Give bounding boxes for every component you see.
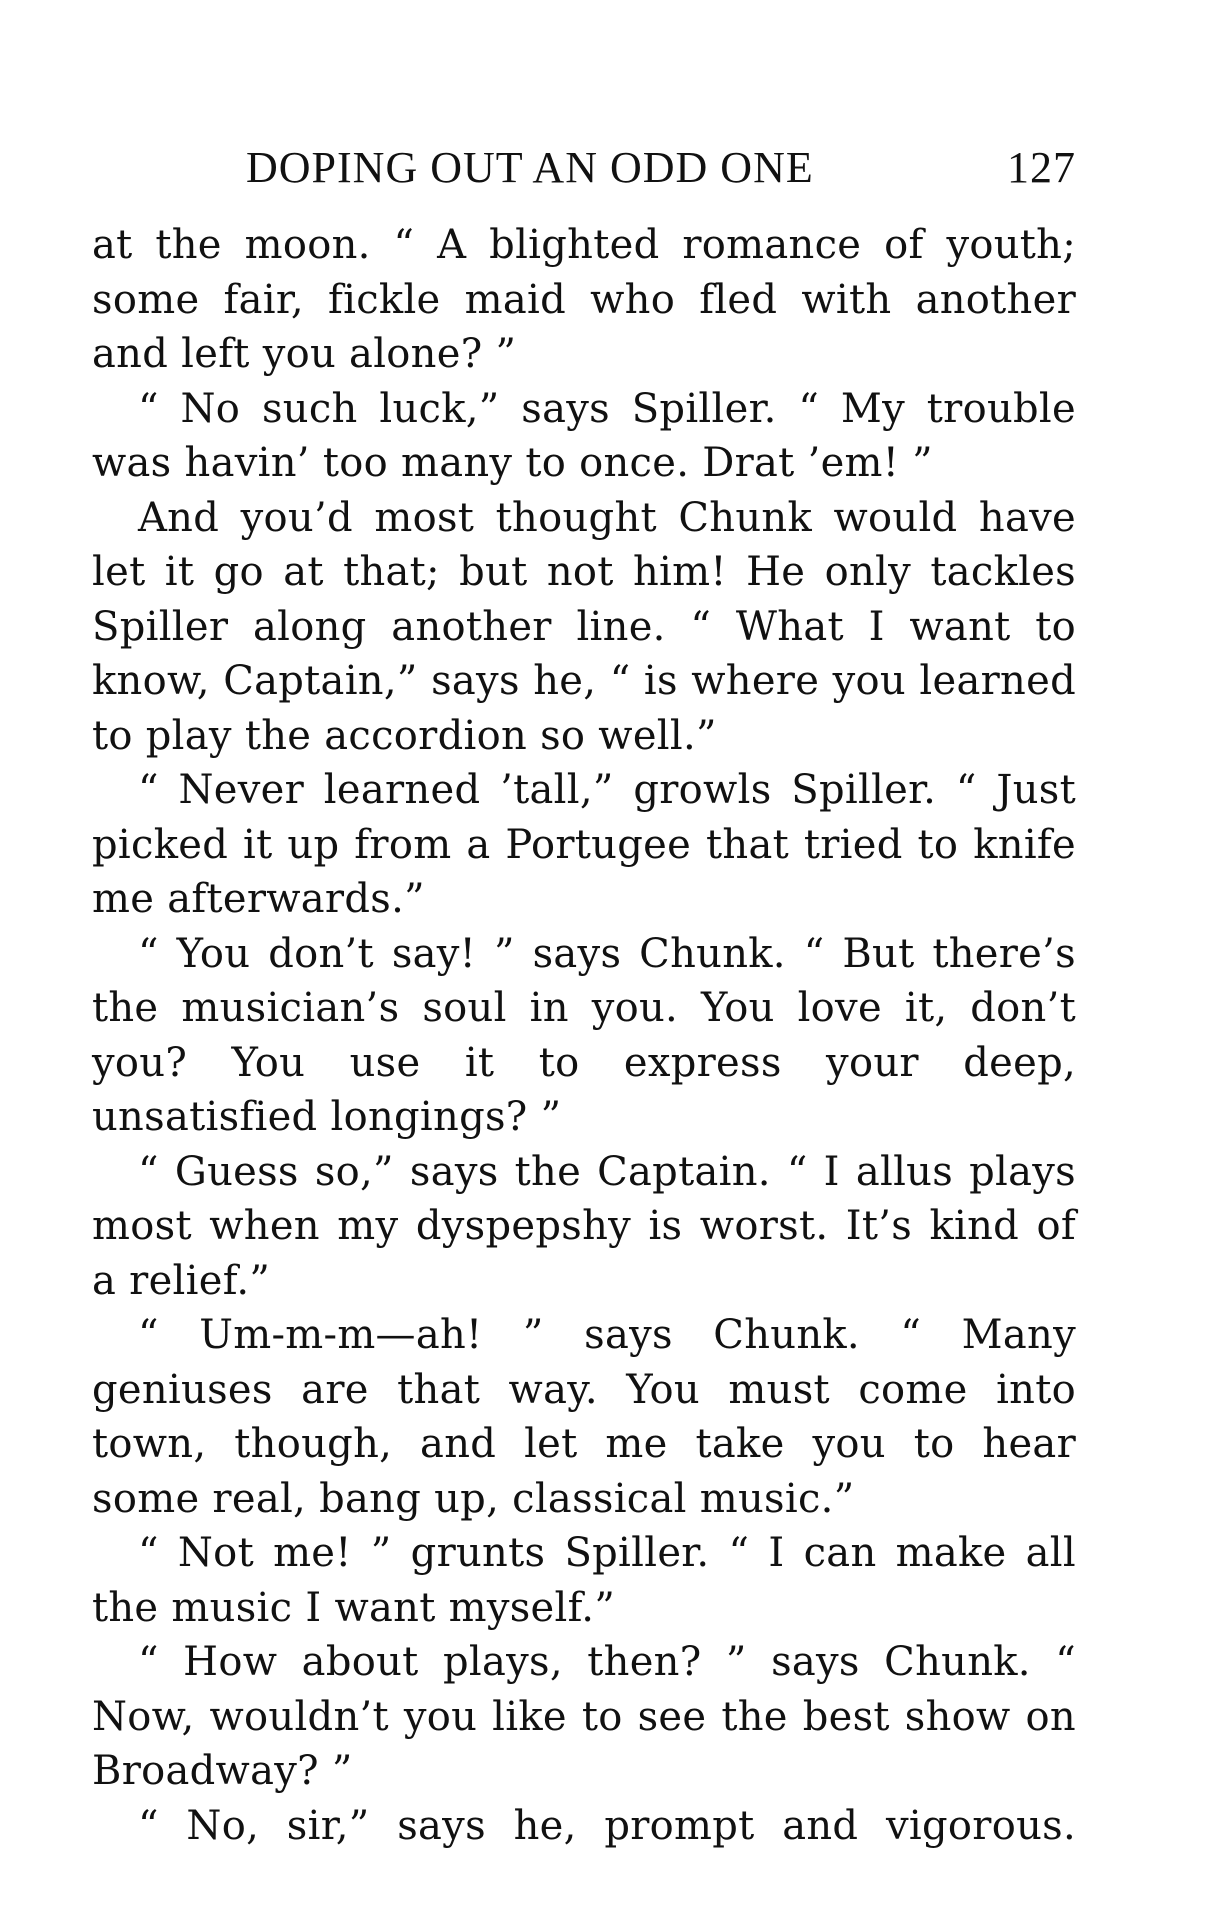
chapter-title: DOPING OUT AN ODD ONE <box>246 143 814 192</box>
running-head <box>246 138 1076 198</box>
paragraph-9: “ How about plays, then? ” says Chunk. “ Now, wouldn’t you like to see the best show on Broadway? ” <box>92 1639 1076 1794</box>
paragraph-3: And you’d most thought Chunk would have let it go at that; but not him! He only tackles Spiller along another line. “ What I want to know, Captain,” says he, “ is where you learned to play the accordion so well.” <box>92 494 1076 759</box>
paragraph-5: “ You don’t say! ” says Chunk. “ But there’s the musician’s soul in you. You love it, don’t you? You use it to express your deep, unsatisfied longings? ” <box>92 930 1076 1140</box>
paragraph-10: “ No, sir,” says he, prompt and vigorous. <box>138 1802 1076 1849</box>
paragraph-8: “ Not me! ” grunts Spiller. “ I can make all the music I want myself.” <box>92 1530 1076 1631</box>
body-text <box>92 218 1076 1853</box>
paragraph-6: “ Guess so,” says the Captain. “ I allus plays most when my dyspepshy is worst. It’s kind of a relief.” <box>92 1148 1076 1304</box>
paragraph-2: “ No such luck,” says Spiller. “ My trouble was havin’ too many to once. Drat ’em! ” <box>92 385 1076 486</box>
paragraph-7: “ Um-m-m—ah! ” says Chunk. “ Many geniuses are that way. You must come into town, though, and let me take you to hear some real, bang up, classical music.” <box>92 1312 1076 1522</box>
page-number: 127 <box>1007 143 1076 192</box>
paragraph-4: “ Never learned ’tall,” growls Spiller. “ Just picked it up from a Portugee that tried to knife me afterwards.” <box>92 767 1076 922</box>
paragraph-1: at the moon. “ A blighted romance of youth; some fair, fickle maid who fled with another and left you alone? ” <box>92 222 1076 377</box>
